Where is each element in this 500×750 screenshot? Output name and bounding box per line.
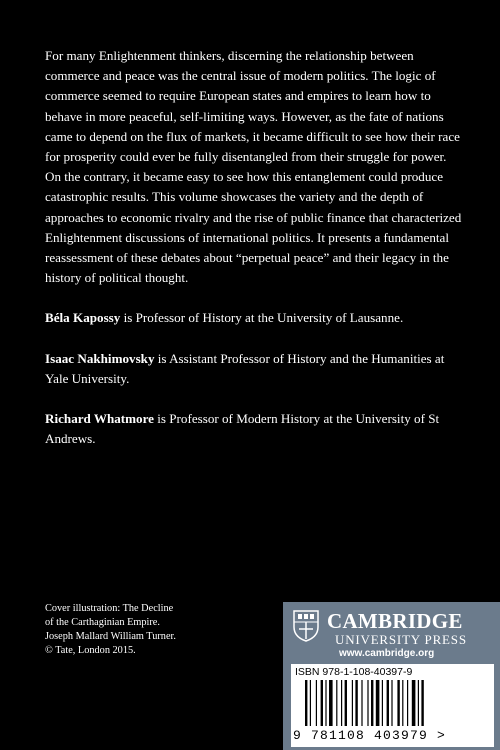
- publisher-panel: [283, 602, 500, 750]
- author-bio: [45, 308, 465, 328]
- author-bio-text: is Professor of Modern History at the University of St Andrews.: [45, 411, 440, 447]
- isbn-number: ISBN 978-1-108-40397-9: [295, 666, 413, 678]
- publisher-subtitle: UNIVERSITY PRESS: [335, 632, 467, 647]
- publisher-name: CAMBRIDGE: [327, 609, 463, 633]
- publisher-website: www.cambridge.org: [339, 648, 435, 659]
- author-name: Richard Whatmore: [45, 411, 154, 427]
- author-bio: [45, 409, 465, 449]
- author-bio-text: is Assistant Professor of History and the Humanities at Yale University.: [45, 350, 445, 386]
- credit-line: © Tate, London 2015.: [45, 645, 136, 656]
- description-paragraph: For many Enlightenment thinkers, discerning the relationship between commerce and peace was the central issue of modern politics. The logic of commerce seemed to require European states and empires to learn how to behave in more peaceful, self-limiting ways. However, as the fate of nations came to depend on the flux of markets, it became difficult to see how their race for prosperity could ever be fully disentangled from their struggle for power. On the contrary, it became easy to see how this entanglement could produce catastrophic results. This volume showcases the variety and the depth of approaches to economic rivalry and the rise of public finance that characterized Enlightenment discussions of international politics. It presents a fundamental reassessment of these debates about “perpetual peace” and their legacy in the history of political thought.: [45, 48, 462, 286]
- barcode: [303, 680, 483, 728]
- credit-line: Cover illustration: The Decline: [45, 603, 174, 614]
- author-bio: [45, 349, 465, 389]
- author-name: Béla Kapossy: [45, 310, 121, 326]
- author-bio-text: is Professor of History at the University of Lausanne.: [120, 310, 404, 326]
- back-cover-blurb: [45, 46, 465, 449]
- credit-line: of the Carthaginian Empire.: [45, 617, 160, 628]
- cover-illustration-credit: [45, 602, 255, 658]
- barcode-label: [291, 664, 494, 747]
- credit-line: Joseph Mallard William Turner.: [45, 631, 176, 642]
- barcode-digits: 9 781108 403979 >: [293, 728, 447, 743]
- author-name: Isaac Nakhimovsky: [45, 350, 155, 366]
- cambridge-crest-icon: [293, 610, 319, 642]
